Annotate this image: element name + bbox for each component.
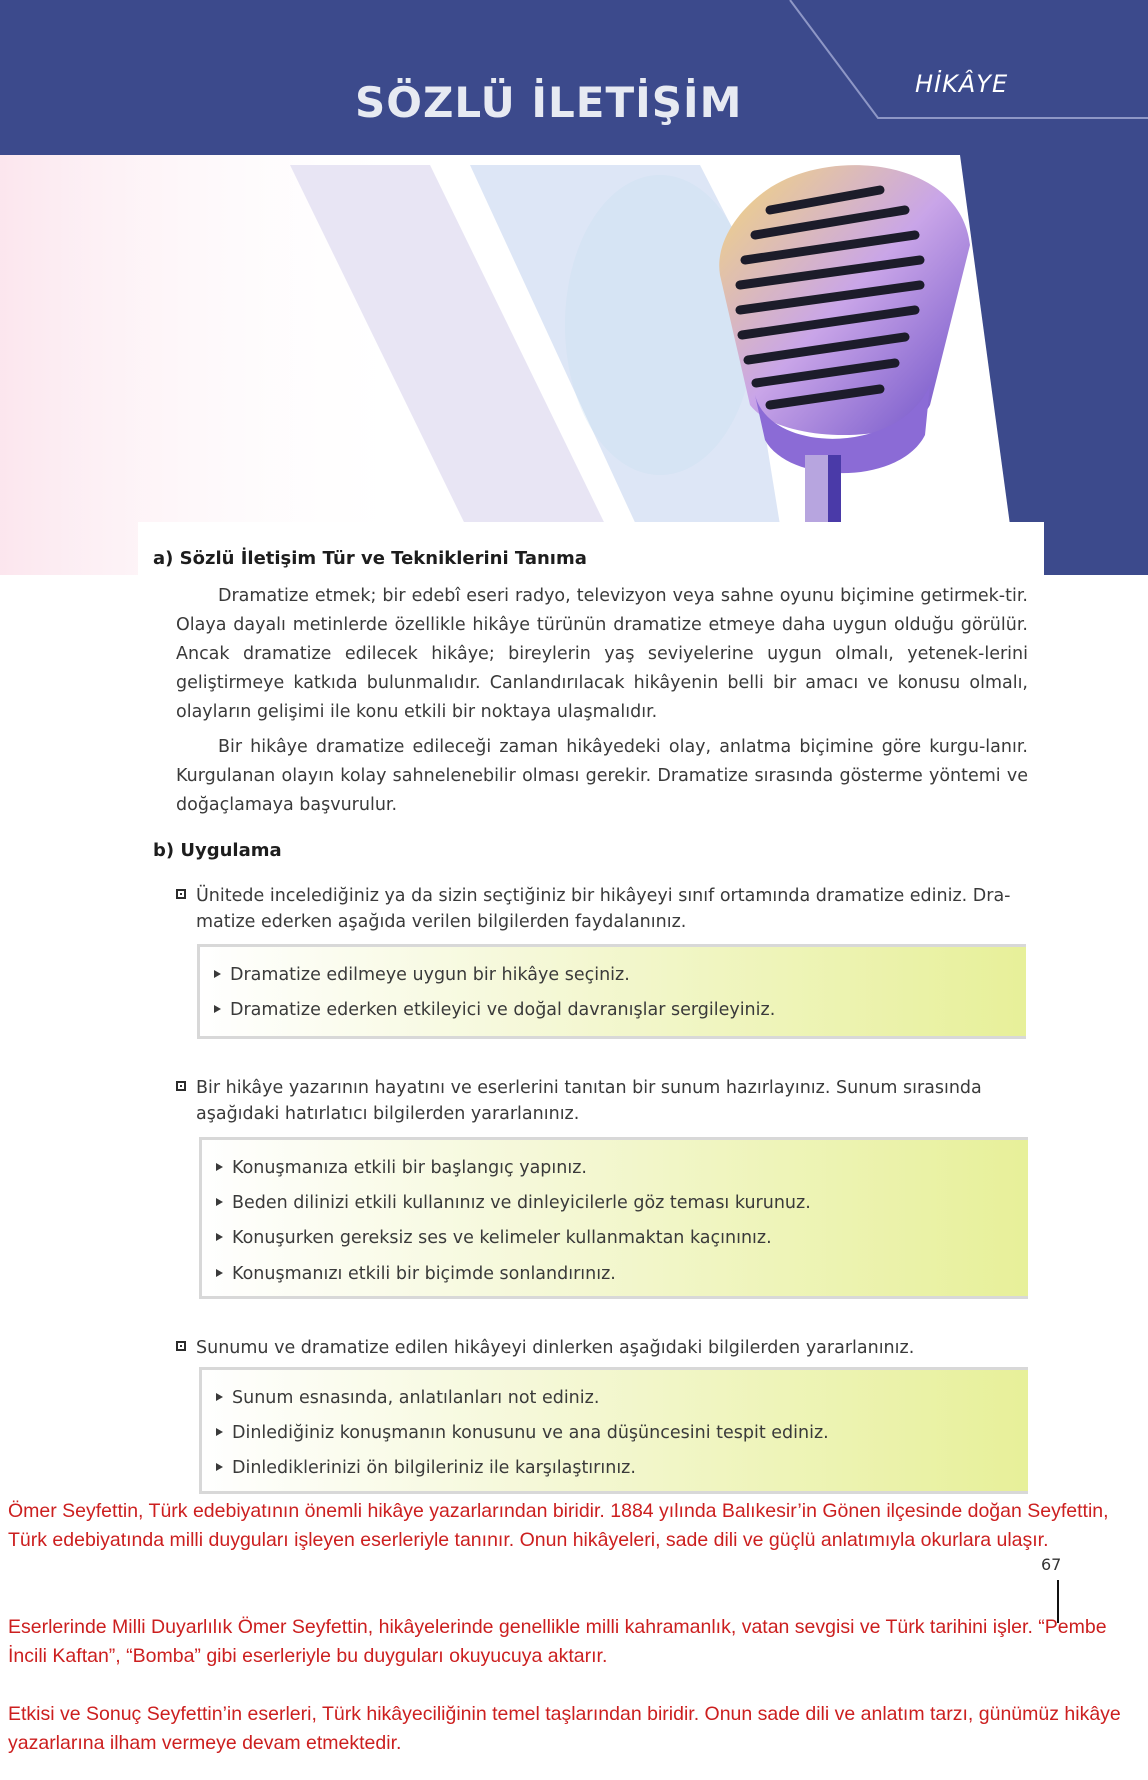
- microphone-illustration: [0, 155, 1148, 575]
- task-item: [196, 1075, 1062, 1127]
- tips-box: [199, 1367, 1028, 1494]
- task-item: [196, 883, 1062, 935]
- tips-box: [197, 944, 1026, 1039]
- list-item-text: Sunum esnasında, anlatılanları not ediniz.: [232, 1388, 600, 1408]
- triangle-bullet-icon: [214, 1005, 221, 1013]
- annotation-paragraph: Etkisi ve Sonuç Seyfettin’in eserleri, Türk hikâyeciliğinin temel taşlarından biridir. Onun sade dili ve anlatım tarzı, günümüz hikâye yazarlarına ilham vermeye devam etmektedir.: [8, 1703, 1121, 1754]
- list-item-text: Konuşurken gereksiz ses ve kelimeler kullanmaktan kaçınınız.: [232, 1228, 772, 1248]
- task-item: [196, 1335, 1062, 1361]
- triangle-bullet-icon: [216, 1233, 223, 1241]
- list-item-text: Dramatize edilmeye uygun bir hikâye seçiniz.: [230, 965, 630, 985]
- list-item: [214, 1000, 775, 1020]
- section-label: HİKÂYE: [915, 70, 1009, 98]
- page-title: SÖZLÜ İLETİŞİM: [355, 78, 743, 127]
- list-item: [216, 1458, 636, 1478]
- annotation-paragraph: Eserlerinde Milli Duyarlılık Ömer Seyfettin, hikâyelerinde genellikle milli kahramanlık, vatan sevgisi ve Türk tarihini işler. “Pembe İncili Kaftan”, “Bomba” gibi eserleriyle bu duyguları okuyucuya aktarır.: [8, 1616, 1107, 1667]
- section-b-heading: b) Uygulama: [153, 840, 282, 861]
- triangle-bullet-icon: [216, 1198, 223, 1206]
- section-a-heading: a) Sözlü İletişim Tür ve Tekniklerini Tanıma: [153, 548, 587, 569]
- triangle-bullet-icon: [214, 970, 221, 978]
- list-item: [216, 1158, 587, 1178]
- list-item-text: Dinlediğiniz konuşmanın konusunu ve ana düşüncesini tespit ediniz.: [232, 1423, 829, 1443]
- paragraph: Dramatize etmek; bir edebî eseri radyo, televizyon veya sahne oyunu biçimine getirmek-tir. Olaya dayalı metinlerde özellikle hikâye türünün dramatize etmeye daha uygun olduğu görülür. Ancak dramatize edilecek hikâye; bireylerin yaş seviyelerine uygun olmalı, yetenek-lerini geliştirmeye katkıda bulunmalıdır. Canlandırılacak hikâyenin belli bir amacı ve konusu olmalı, olayların gelişimi ile konu etkili bir noktaya ulaşmalıdır.: [176, 586, 1028, 722]
- list-item-text: Konuşmanızı etkili bir biçimde sonlandırınız.: [232, 1264, 616, 1284]
- annotation-paragraph: Ömer Seyfettin, Türk edebiyatının önemli hikâye yazarlarından biridir. 1884 yılında Balıkesir’in Gönen ilçesinde doğan Seyfettin, Türk edebiyatında milli duyguları işleyen eserleriyle tanınır. Onun hikâyeleri, sade dili ve güçlü anlatımıyla okurlara ulaşır.: [8, 1500, 1109, 1551]
- section-a-text: [176, 582, 1028, 820]
- task-text: Ünitede incelediğiniz ya da sizin seçtiğiniz bir hikâyeyi sınıf ortamında dramatize ediniz. Dra-matize ederken aşağıda verilen bilgilerden faydalanınız.: [196, 886, 1011, 932]
- triangle-bullet-icon: [216, 1393, 223, 1401]
- list-item: [216, 1388, 599, 1408]
- list-item: [216, 1423, 829, 1443]
- triangle-bullet-icon: [216, 1463, 223, 1471]
- task-text: Sunumu ve dramatize edilen hikâyeyi dinlerken aşağıdaki bilgilerden yararlanınız.: [196, 1338, 915, 1358]
- list-item: [216, 1228, 772, 1248]
- square-bullet-icon: [176, 1341, 186, 1351]
- page-number: 67: [1041, 1555, 1062, 1574]
- list-item-text: Beden dilinizi etkili kullanınız ve dinleyicilerle göz teması kurunuz.: [232, 1193, 811, 1213]
- triangle-bullet-icon: [216, 1163, 223, 1171]
- list-item: [216, 1264, 616, 1284]
- list-item-text: Konuşmanıza etkili bir başlangıç yapınız.: [232, 1158, 587, 1178]
- paragraph: Bir hikâye dramatize edileceği zaman hikâyedeki olay, anlatma biçimine göre kurgu-lanır. Kurgulanan olayın kolay sahnelenebilir olması gerekir. Dramatize sırasında gösterme yöntemi ve doğaçlamaya başvurulur.: [176, 737, 1028, 815]
- triangle-bullet-icon: [216, 1428, 223, 1436]
- tips-box: [199, 1137, 1028, 1299]
- list-item: [216, 1193, 811, 1213]
- square-bullet-icon: [176, 1081, 186, 1091]
- list-item-text: Dinlediklerinizi ön bilgileriniz ile karşılaştırınız.: [232, 1458, 636, 1478]
- square-bullet-icon: [176, 889, 186, 899]
- triangle-bullet-icon: [216, 1269, 223, 1277]
- list-item: [214, 965, 630, 985]
- task-text: Bir hikâye yazarının hayatını ve eserlerini tanıtan bir sunum hazırlayınız. Sunum sırasında aşağıdaki hatırlatıcı bilgilerden yararlanınız.: [196, 1078, 982, 1124]
- list-item-text: Dramatize ederken etkileyici ve doğal davranışlar sergileyiniz.: [230, 1000, 776, 1020]
